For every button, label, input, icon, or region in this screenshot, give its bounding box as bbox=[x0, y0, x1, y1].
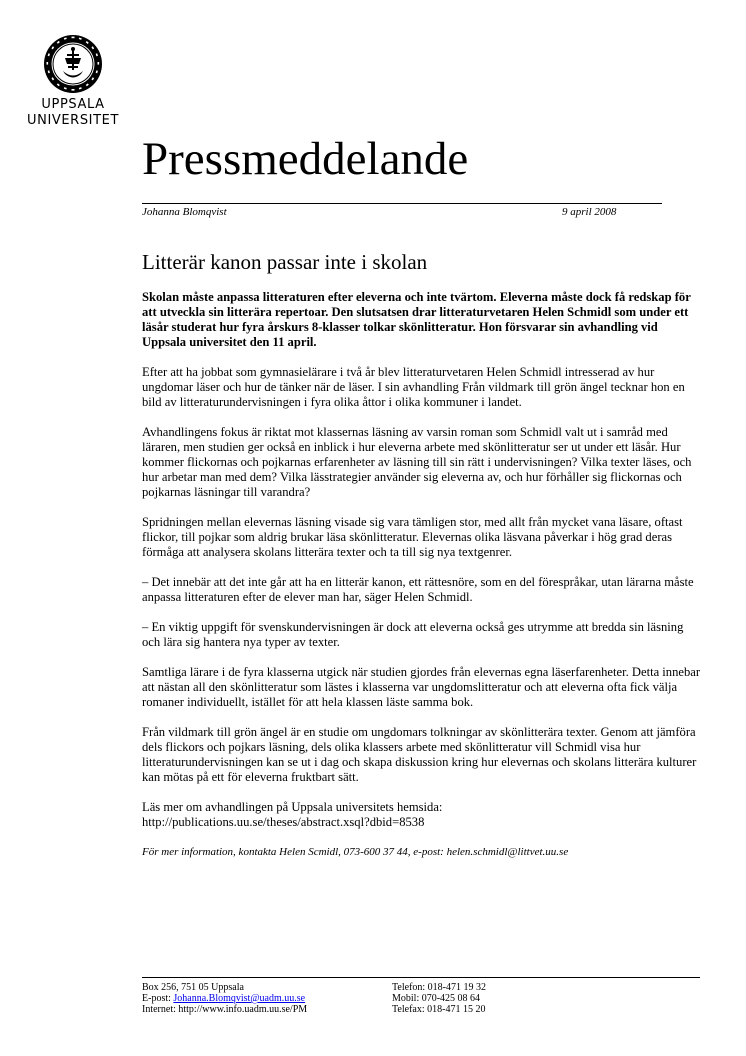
university-name-line1: UPPSALA bbox=[41, 97, 105, 112]
article-body bbox=[142, 290, 702, 875]
footer-internet: Internet: http://www.info.uadm.uu.se/PM bbox=[142, 1004, 308, 1015]
lead-paragraph: Skolan måste anpassa litteraturen efter eleverna och inte tvärtom. Eleverna måste dock få redskap för att utveckla sin litterära repertoar. Den slutsatsen drar litteraturvetaren Helen Schmidl som under ett läsår studerat hur fyra årskurs 8-klasser tolkar skönlitteratur. Hon försvarar sin avhandling vid Uppsala universitet den 11 april. bbox=[142, 290, 691, 349]
more-info bbox=[142, 800, 702, 830]
byline-date: 9 april 2008 bbox=[562, 206, 617, 218]
university-name-line2: UNIVERSITET bbox=[27, 113, 119, 128]
quote-paragraph-1: – Det innebär att det inte går att ha en litterär kanon, ett rättesnöre, som en del förespråkar, utan lärarna måste anpassa litteraturen efter de elever man har, säger Helen Schmidl. bbox=[142, 575, 694, 604]
footer-left-column bbox=[142, 982, 307, 1015]
university-seal-icon bbox=[43, 34, 103, 94]
body-paragraph-7: Från vildmark till grön ängel är en studie om ungdomars tolkningar av skönlitterära texter. Genom att jämföra dels flickors och pojkars läsning, dels olika klassers arbete med skönlitteratur vill Schmidl visa hur litteraturundervisningen kan se ut i dag och skapa diskussion kring hur elevernas och skolans litterära kulturer kan mötas på ett för eleverna fruktbart sätt. bbox=[142, 725, 697, 784]
title-divider bbox=[142, 203, 662, 204]
body-paragraph-3: Spridningen mellan elevernas läsning visade sig vara tämligen stor, med allt från mycket vana läsare, oftast flickor, till pojkar som aldrig brukar läsa skönlitteratur. Elevernas olika läsvana påverkar i hög grad deras förmåga att analysera skolans litterära texter och ta till sig nya textgenrer. bbox=[142, 515, 683, 559]
more-info-url[interactable]: http://publications.uu.se/theses/abstract.xsql?dbid=8538 bbox=[142, 815, 425, 829]
byline-author: Johanna Blomqvist bbox=[142, 206, 227, 218]
body-paragraph-1: Efter att ha jobbat som gymnasielärare i två år blev litteraturvetaren Helen Schmidl intresserad av hur ungdomar läser och hur de tänker när de läser. I sin avhandling Från vildmark till grön ängel tecknar hon en bild av litteraturundervisningen i fyra olika åttor i olika kommuner i landet. bbox=[142, 365, 685, 409]
headline: Litterär kanon passar inte i skolan bbox=[142, 250, 428, 274]
footer-fax: Telefax: 018-471 15 20 bbox=[392, 1004, 486, 1015]
footer-right-column bbox=[392, 982, 486, 1015]
footer-address: Box 256, 751 05 Uppsala bbox=[142, 982, 244, 993]
quote-paragraph-2: – En viktig uppgift för svenskundervisningen är dock att eleverna också ges utrymme att bredda sin läsning och lära sig hantera nya typer av texter. bbox=[142, 620, 684, 649]
footer-email-link[interactable]: Johanna.Blomqvist@uadm.uu.se bbox=[173, 993, 306, 1004]
university-name bbox=[0, 97, 146, 129]
footer-email-line bbox=[142, 993, 307, 1004]
page-title: Pressmeddelande bbox=[142, 133, 469, 185]
body-paragraph-2: Avhandlingens fokus är riktat mot klassernas läsning av varsin roman som Schmidl valt ut i samråd med läraren, men studien ger också en inblick i hur eleverna arbete med skönlitteratur ser ut under ett läsår. Hur kommer flickornas och pojkarnas erfarenheter av läsning till sin rätt i undervisningen? Vilka texter läses, och hur arbetar man med dem? Vilka lässtrategier använder sig eleverna av, och hur förhåller sig flickornas och pojkarnas läsningar till varandra? bbox=[142, 425, 692, 499]
footer-phone: Telefon: 018-471 19 32 bbox=[392, 982, 487, 993]
footer-divider bbox=[142, 977, 700, 978]
more-info-text: Läs mer om avhandlingen på Uppsala universitets hemsida: bbox=[142, 800, 443, 814]
contact-info: För mer information, kontakta Helen Scmidl, 073-600 37 44, e-post: helen.schmidl@littvet.uu.se bbox=[142, 846, 569, 858]
body-paragraph-6: Samtliga lärare i de fyra klasserna utgick när studien gjordes från elevernas egna läserfarenheter. Detta innebar att nästan all den skönlitteratur som lästes i klasserna var ungdomslitteratur och att eleverna ofta fick välja romaner individuellt, istället för att hela klassen läste samma bok. bbox=[142, 665, 701, 709]
footer-mobile: Mobil: 070-425 08 64 bbox=[392, 993, 481, 1004]
footer-email-label: E-post: bbox=[142, 993, 174, 1004]
